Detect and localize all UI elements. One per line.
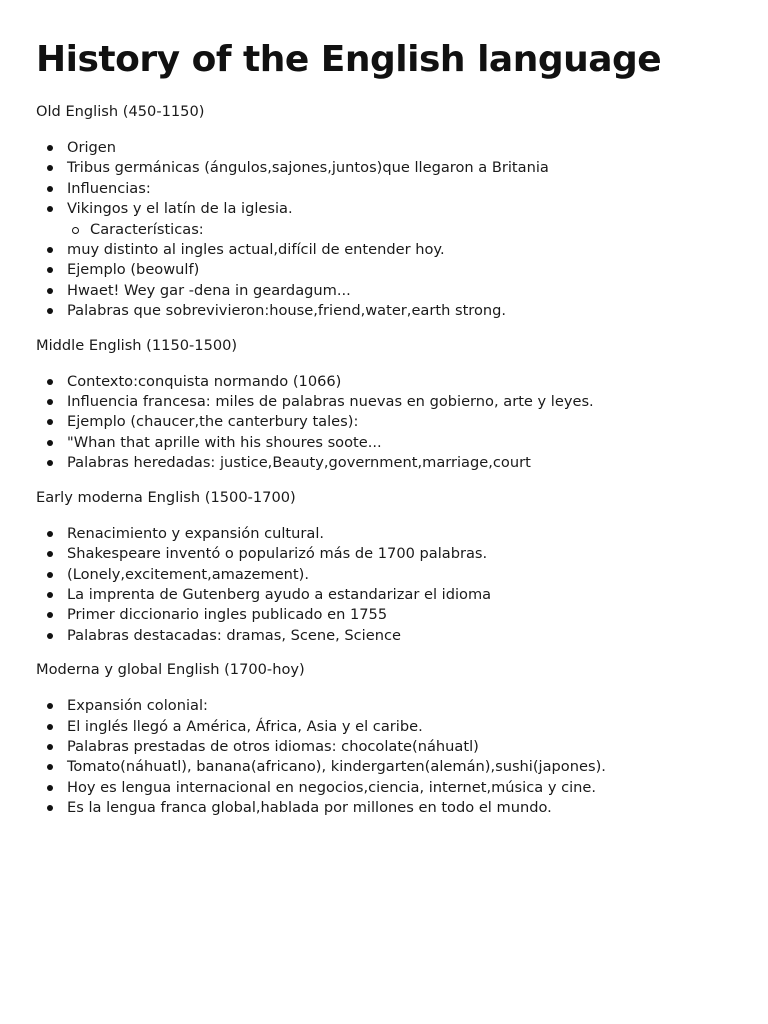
bullet-icon xyxy=(47,572,53,578)
list-item-text: Palabras prestadas de otros idiomas: chocolate(náhuatl) xyxy=(67,737,479,755)
list-item-text: Características: xyxy=(90,220,204,238)
list-item-text: Influencia francesa: miles de palabras nuevas en gobierno, arte y leyes. xyxy=(67,393,594,411)
bullet-icon xyxy=(47,744,53,750)
bullet-icon xyxy=(47,440,53,446)
list-item xyxy=(36,392,732,412)
bullet-icon xyxy=(47,531,53,537)
sub-list-item xyxy=(36,220,732,240)
list-item-text: Hoy es lengua internacional en negocios,ciencia, internet,música y cine. xyxy=(67,778,597,796)
list-item-text: Primer diccionario ingles publicado en 1755 xyxy=(67,606,388,624)
list-item-text: muy distinto al ingles actual,difícil de entender hoy. xyxy=(67,241,445,259)
bullet-icon xyxy=(47,805,53,811)
list-item xyxy=(36,544,732,564)
bullet-icon xyxy=(47,460,53,466)
list-item-text: Palabras que sobrevivieron:house,friend,water,earth strong. xyxy=(67,302,507,320)
list-item xyxy=(36,798,732,818)
list-item xyxy=(36,605,732,625)
list-item-text: Renacimiento y expansión cultural. xyxy=(67,524,325,542)
bullet-icon xyxy=(47,308,53,314)
list-item xyxy=(36,565,732,585)
list-item-text: Palabras heredadas: justice,Beauty,government,marriage,court xyxy=(67,454,531,472)
list-item-text: "Whan that aprille with his shoures soote... xyxy=(67,433,382,451)
list-item xyxy=(36,524,732,544)
bullet-icon xyxy=(47,379,53,385)
bullet-list xyxy=(36,372,732,474)
list-item xyxy=(36,199,732,219)
section-heading: Old English (450-1150) xyxy=(36,103,205,120)
list-item-text: Ejemplo (chaucer,the canterbury tales): xyxy=(67,413,359,431)
list-item-text: Influencias: xyxy=(67,179,151,197)
list-item-text: Tribus germánicas (ángulos,sajones,juntos)que llegaron a Britania xyxy=(67,159,549,177)
list-item-text: Shakespeare inventó o popularizó más de 1700 palabras. xyxy=(67,545,488,563)
list-item-text: Expansión colonial: xyxy=(67,697,208,715)
bullet-list xyxy=(36,696,732,818)
bullet-icon xyxy=(47,592,53,598)
list-item-text: Contexto:conquista normando (1066) xyxy=(67,372,342,390)
section-heading: Middle English (1150-1500) xyxy=(36,336,238,354)
list-item xyxy=(36,372,732,392)
list-item-text: Palabras destacadas: dramas, Scene, Science xyxy=(67,626,401,644)
bullet-icon xyxy=(47,785,53,791)
list-item xyxy=(36,453,732,473)
bullet-icon xyxy=(47,419,53,425)
list-item-text: Vikingos y el latín de la iglesia. xyxy=(67,200,293,218)
list-item-text: (Lonely,excitement,amazement). xyxy=(67,565,309,583)
bullet-icon xyxy=(47,399,53,405)
bullet-icon xyxy=(47,206,53,212)
bullet-icon xyxy=(47,724,53,730)
list-item-text: La imprenta de Gutenberg ayudo a estandarizar el idioma xyxy=(67,585,492,603)
bullet-list xyxy=(36,524,732,646)
list-item xyxy=(36,240,732,260)
list-item xyxy=(36,717,732,737)
list-item xyxy=(36,778,732,798)
page-title: History of the English language xyxy=(36,39,662,80)
bullet-list xyxy=(36,138,732,322)
bullet-icon xyxy=(47,165,53,171)
list-item xyxy=(36,585,732,605)
section-heading: Moderna y global English (1700-hoy) xyxy=(36,661,305,679)
list-item xyxy=(36,737,732,757)
list-item xyxy=(36,696,732,716)
list-item-text: Hwaet! Wey gar -dena in geardagum... xyxy=(67,281,351,299)
list-item xyxy=(36,260,732,280)
list-item xyxy=(36,433,732,453)
bullet-icon xyxy=(47,186,53,192)
list-item-text: Ejemplo (beowulf) xyxy=(67,261,200,279)
list-item xyxy=(36,179,732,199)
list-item-text: El inglés llegó a América, África, Asia y el caribe. xyxy=(67,717,423,735)
bullet-icon xyxy=(47,267,53,273)
list-item xyxy=(36,301,732,321)
hollow-bullet-icon xyxy=(72,227,79,234)
list-item xyxy=(36,626,732,646)
list-item xyxy=(36,138,732,158)
list-item xyxy=(36,757,732,777)
bullet-icon xyxy=(47,764,53,770)
section-heading: Early moderna English (1500-1700) xyxy=(36,488,296,506)
bullet-icon xyxy=(47,612,53,618)
list-item xyxy=(36,412,732,432)
bullet-icon xyxy=(47,551,53,557)
bullet-icon xyxy=(47,703,53,709)
list-item-text: Origen xyxy=(67,139,117,156)
list-item xyxy=(36,281,732,301)
bullet-icon xyxy=(47,288,53,294)
list-item-text: Tomato(náhuatl), banana(africano), kindergarten(alemán),sushi(japones). xyxy=(67,758,606,776)
bullet-icon xyxy=(47,247,53,253)
bullet-icon xyxy=(47,633,53,639)
bullet-icon xyxy=(47,145,53,151)
document-body xyxy=(36,102,732,819)
list-item-text: Es la lengua franca global,hablada por millones en todo el mundo. xyxy=(67,799,552,817)
list-item xyxy=(36,158,732,178)
